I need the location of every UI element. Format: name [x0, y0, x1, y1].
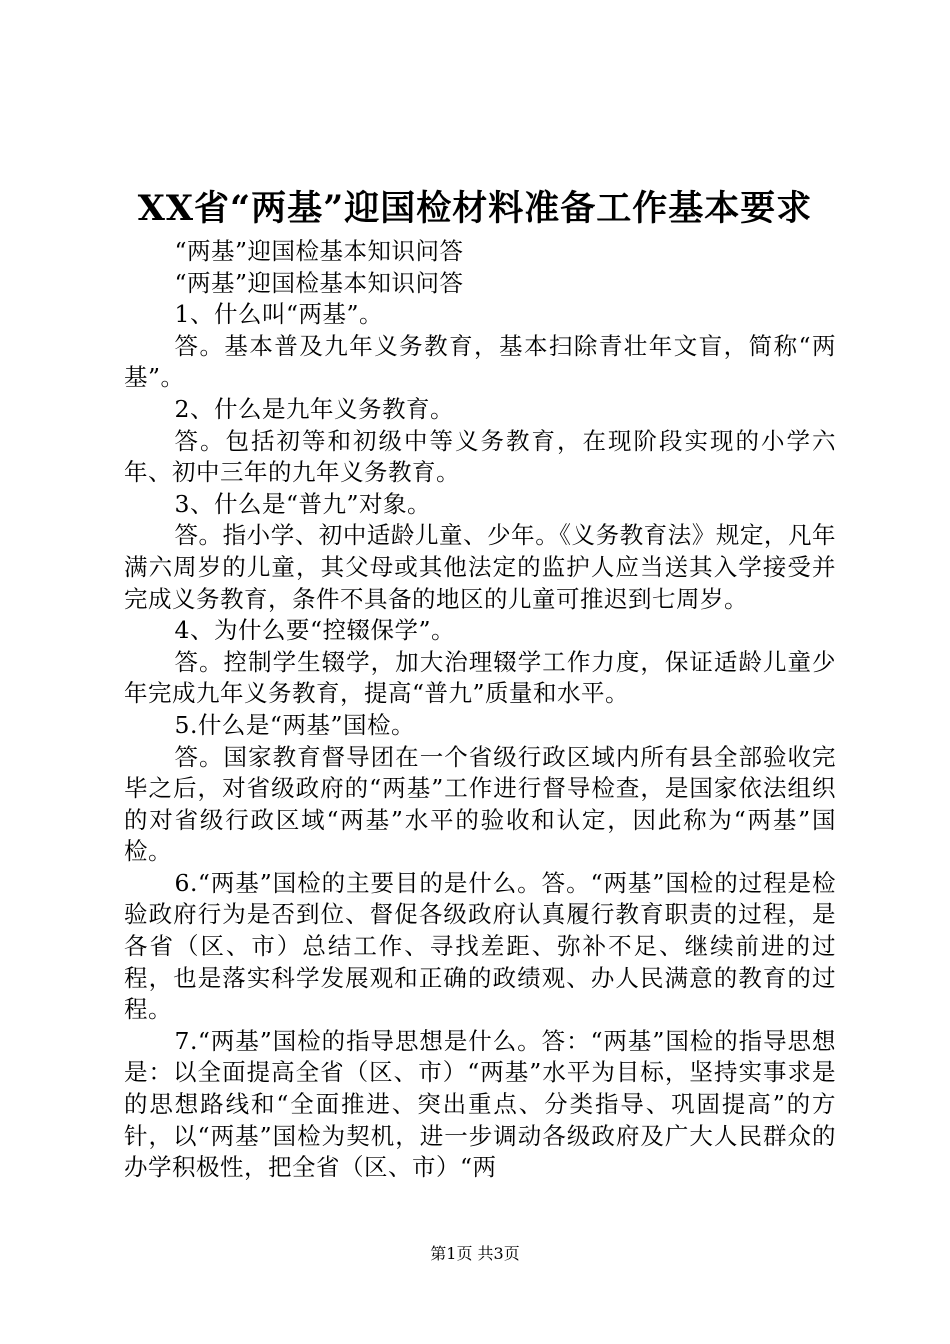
answer-5: 答。国家教育督导团在一个省级行政区域内所有县全部验收完毕之后，对省级政府的“两基”工作进行督导检查，是国家依法组织的对省级行政区域“两基”水平的验收和认定，因此称为“两基”国检。	[124, 742, 836, 866]
answer-4: 答。控制学生辍学，加大治理辍学工作力度，保证适龄儿童少年完成九年义务教育，提高“普九”质量和水平。	[124, 647, 836, 708]
subtitle-line: “两基”迎国检基本知识问答	[174, 268, 464, 297]
question-answer-7: 7.“两基”国检的指导思想是什么。答：“两基”国检的指导思想是：以全面提高全省（区、市）“两基”水平为目标，坚持实事求是的思想路线和“全面推进、突出重点、分类指导、巩固提高”的方针，以“两基”国检为契机，进一步调动各级政府及广大人民群众的办学积极性，把全省（区、市）“两	[124, 1026, 836, 1182]
answer-2: 答。包括初等和初级中等义务教育，在现阶段实现的小学六年、初中三年的九年义务教育。	[124, 426, 836, 487]
subtitle-line: “两基”迎国检基本知识问答	[174, 237, 464, 265]
answer-3: 答。指小学、初中适龄儿童、少年。《义务教育法》规定，凡年满六周岁的儿童，其父母或其他法定的监护人应当送其入学接受并完成义务教育，条件不具备的地区的儿童可推迟到七周岁。	[124, 521, 836, 613]
question-2: 2、什么是九年义务教育。	[174, 394, 454, 423]
question-3: 3、什么是“普九”对象。	[174, 489, 431, 518]
page-number-footer: 第1页 共3页	[430, 1244, 520, 1263]
question-answer-6: 6.“两基”国检的主要目的是什么。答。“两基”国检的过程是检验政府行为是否到位、督促各级政府认真履行教育职责的过程，是各省（区、市）总结工作、寻找差距、弥补不足、继续前进的过程，也是落实科学发展观和正确的政绩观、办人民满意的教育的过程。	[124, 868, 836, 1024]
answer-1: 答。基本普及九年义务教育，基本扫除青壮年文盲，简称“两基”。	[124, 331, 836, 392]
question-4: 4、为什么要“控辍保学”。	[174, 616, 455, 645]
document-title: XX省“两基”迎国检材料准备工作基本要求	[137, 188, 813, 229]
question-1: 1、什么叫“两基”。	[174, 300, 383, 329]
document-body	[124, 236, 836, 1184]
question-5: 5.什么是“两基”国检。	[174, 710, 415, 739]
